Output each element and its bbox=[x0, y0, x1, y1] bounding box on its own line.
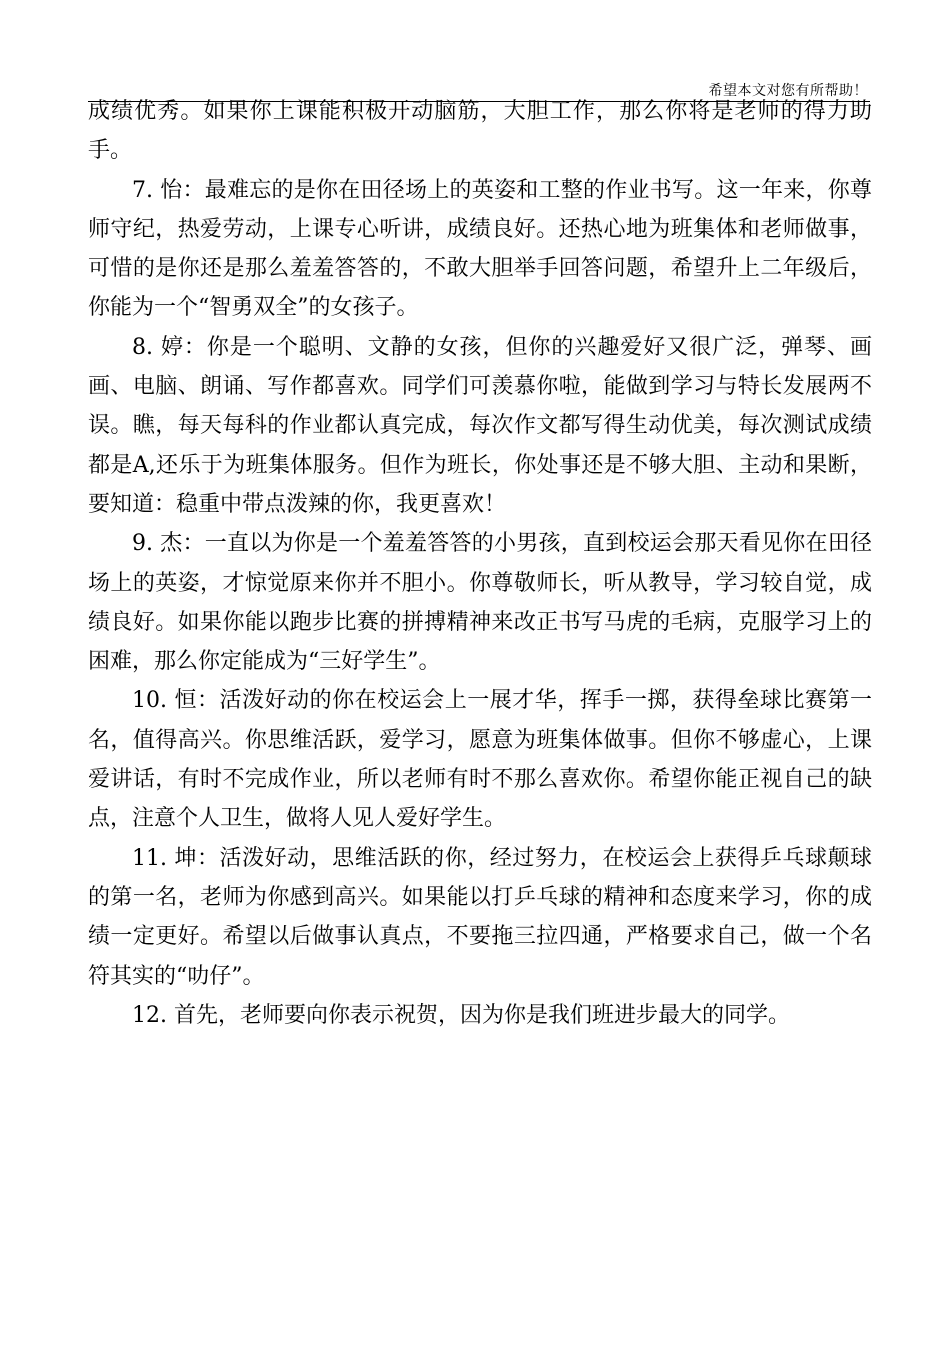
paragraph: 8. 婷：你是一个聪明、文静的女孩，但你的兴趣爱好又很广泛，弹琴、画画、电脑、朗诵、写作都喜欢。同学们可羡慕你啦，能做到学习与特长发展两不误。瞧，每天每科的作业都认真完成，每次作文都写得生动优美，每次测试成绩都是A,还乐于为班集体服务。但作为班长，你处事还是不够大胆、主动和果断，要知道：稳重中带点泼辣的你，我更喜欢！ bbox=[88, 334, 872, 517]
paragraph: 12. 首先，老师要向你表示祝贺，因为你是我们班进步最大的同学。 bbox=[132, 1002, 790, 1028]
paragraph: 11. 坤：活泼好动，思维活跃的你，经过努力，在校运会上获得乒乓球颠球的第一名，老师为你感到高兴。如果能以打乒乓球的精神和态度来学习，你的成绩一定更好。希望以后做事认真点，不要拖三拉四通，严格要求自己，做一个名符其实的“叻仔”。 bbox=[88, 845, 872, 989]
paragraph: 成绩优秀。如果你上课能积极开动脑筋，大胆工作，那么你将是老师的得力助手。 bbox=[88, 99, 872, 164]
header-note: 希望本文对您有所帮助！ bbox=[708, 83, 868, 99]
document-body bbox=[88, 92, 872, 1035]
paragraph: 7. 怡：最难忘的是你在田径场上的英姿和工整的作业书写。这一年来，你尊师守纪，热爱劳动，上课专心听讲，成绩良好。还热心地为班集体和老师做事，可惜的是你还是那么羞羞答答的，不敢大胆举手回答问题，希望升上二年级后，你能为一个“智勇双全”的女孩子。 bbox=[88, 177, 872, 321]
paragraph: 10. 恒：活泼好动的你在校运会上一展才华，挥手一掷，获得垒球比赛第一名，值得高兴。你思维活跃，爱学习，愿意为班集体做事。但你不够虚心，上课爱讲话，有时不完成作业，所以老师有时不那么喜欢你。希望你能正视自己的缺点，注意个人卫生，做将人见人爱好学生。 bbox=[88, 688, 872, 832]
paragraph: 9. 杰：一直以为你是一个羞羞答答的小男孩，直到校运会那天看见你在田径场上的英姿，才惊觉原来你并不胆小。你尊敬师长，听从教导，学习较自觉，成绩良好。如果你能以跑步比赛的拼搏精神来改正书写马虎的毛病，克服学习上的困难，那么你定能成为“三好学生”。 bbox=[88, 531, 872, 675]
